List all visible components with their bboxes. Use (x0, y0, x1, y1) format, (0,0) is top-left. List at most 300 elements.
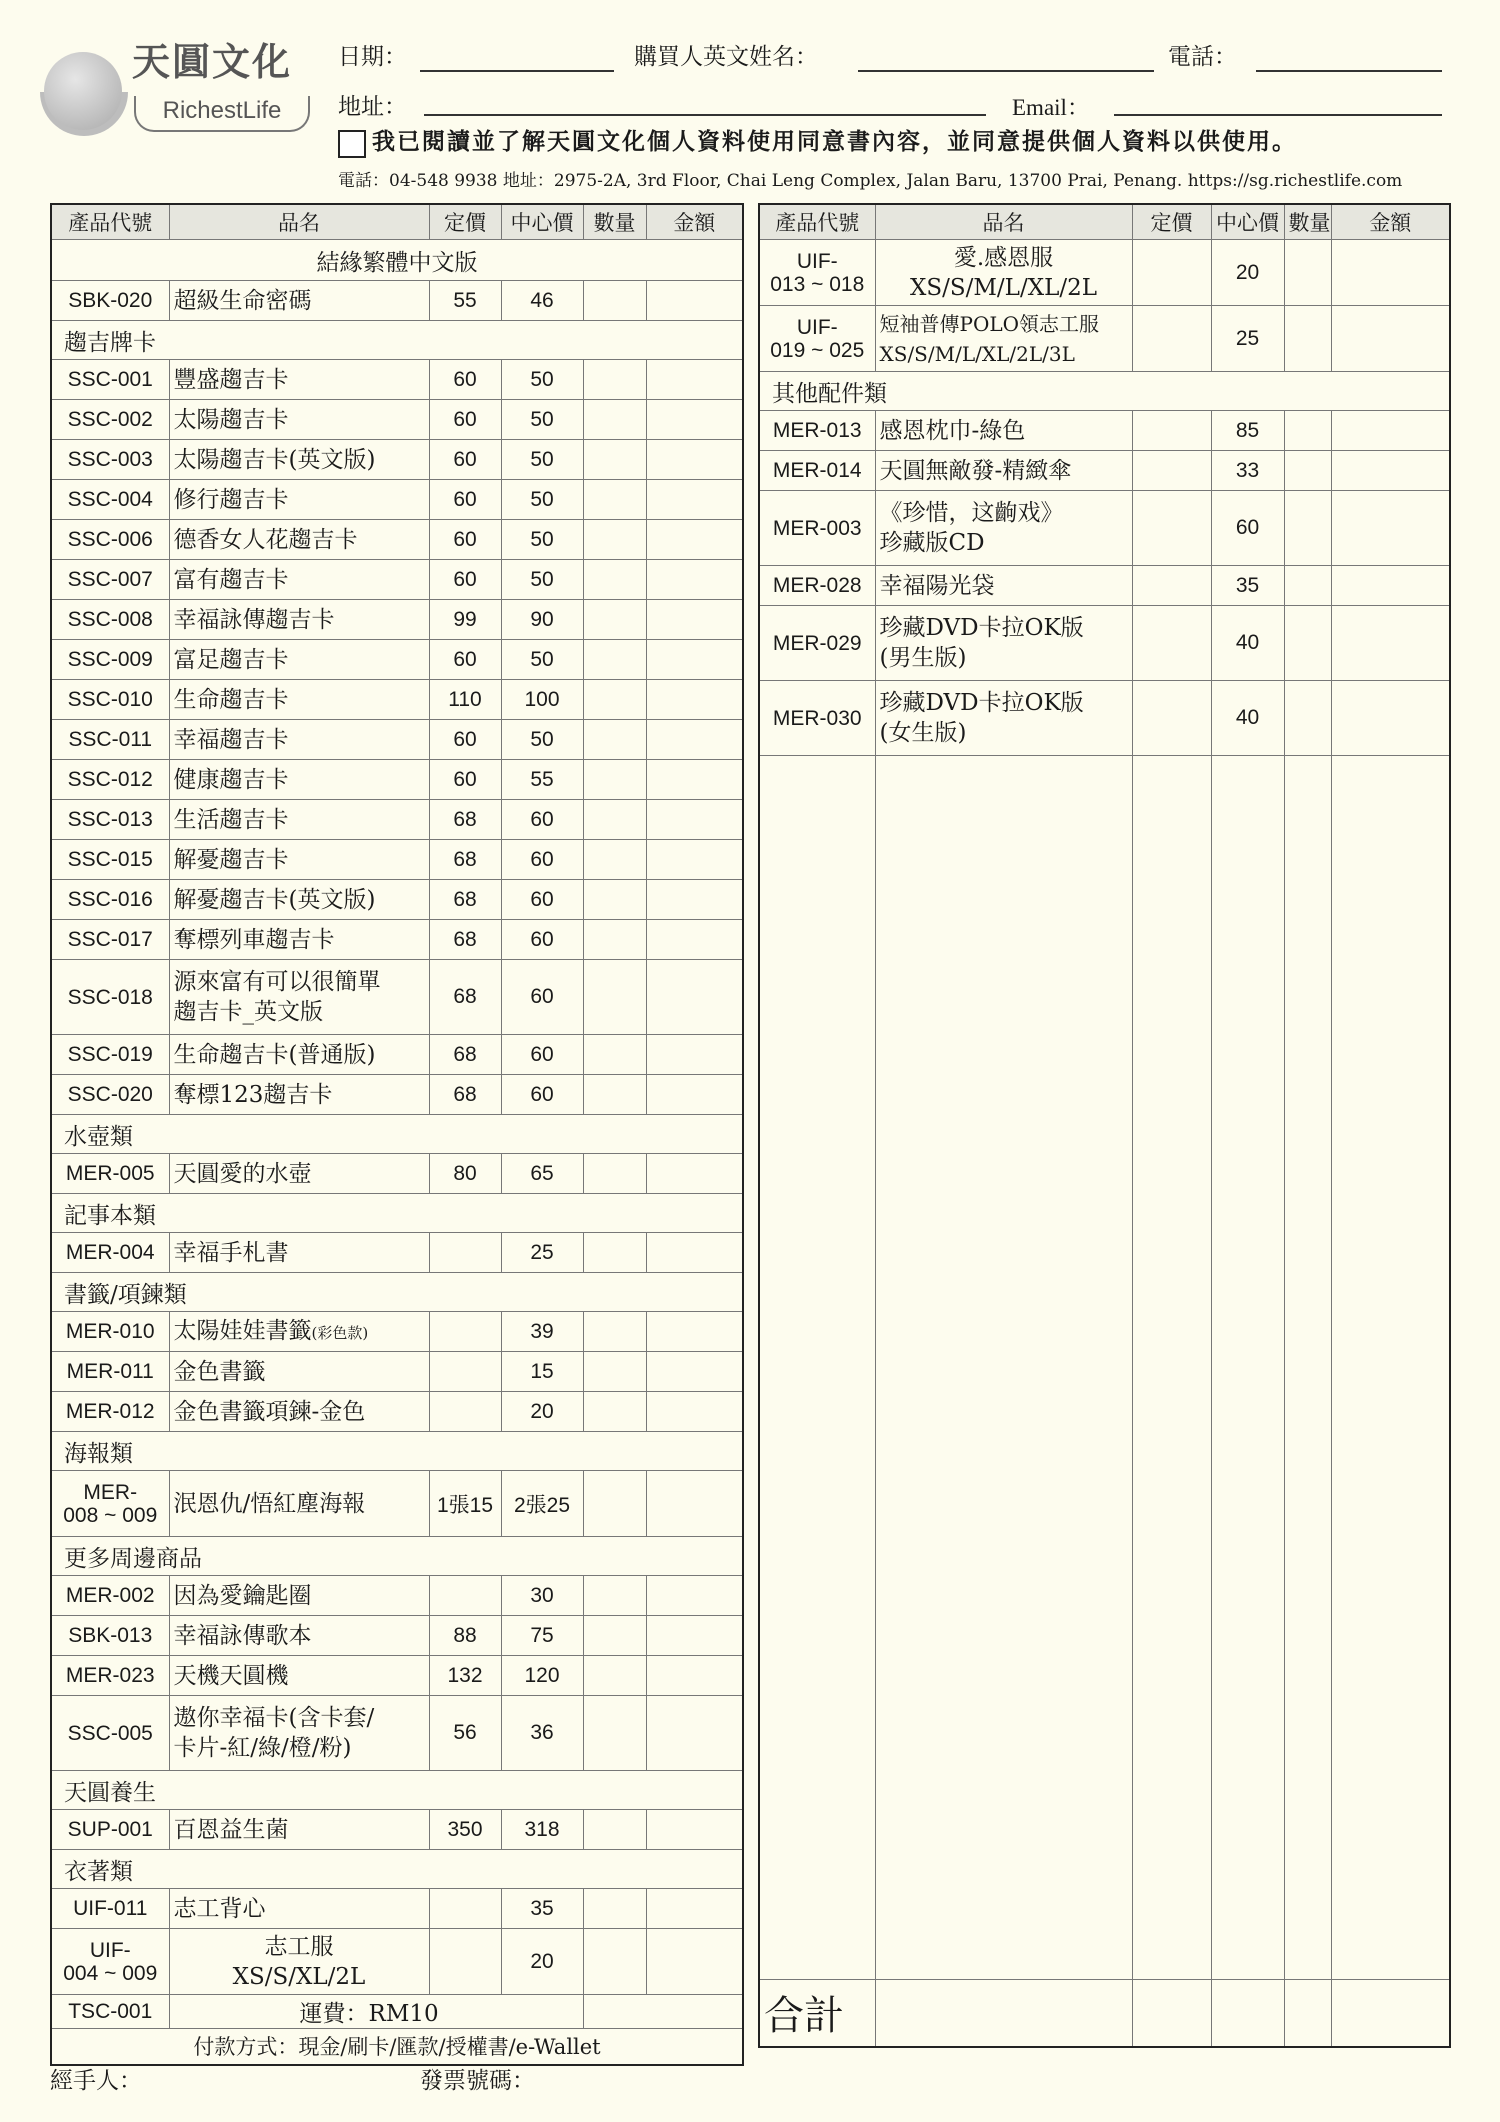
table-row (51, 1576, 743, 1616)
table-row (51, 800, 743, 840)
quantity-cell[interactable] (583, 1696, 646, 1771)
address-field[interactable] (424, 114, 986, 116)
list-price: 60 (429, 560, 501, 600)
table-row (51, 1471, 743, 1537)
amount-cell[interactable] (646, 1696, 743, 1771)
name-line: 幸福詠傳歌本 (173, 1622, 312, 1649)
payment-methods: 付款方式：現金/刷卡/匯款/授權書/e-Wallet (51, 2029, 743, 2065)
amount-cell[interactable] (646, 880, 743, 920)
list-price: 60 (429, 760, 501, 800)
code-line: UIF-011 (73, 1897, 148, 1920)
quantity-cell[interactable] (1284, 411, 1331, 451)
amount-cell[interactable] (646, 760, 743, 800)
name-line: 太陽娃娃書籤 (173, 1317, 312, 1344)
table-row (51, 360, 743, 400)
amount-cell[interactable] (646, 1352, 743, 1392)
list-price: 132 (429, 1656, 501, 1696)
table-row (759, 491, 1450, 566)
table-row (759, 411, 1450, 451)
quantity-cell[interactable] (583, 1233, 646, 1273)
code-line: SSC-019 (67, 1043, 153, 1066)
product-code (51, 1616, 169, 1656)
product-code (51, 880, 169, 920)
product-code (759, 306, 875, 372)
empty-cell (1132, 756, 1211, 1980)
product-name (169, 840, 429, 880)
product-code (51, 720, 169, 760)
amount-cell[interactable] (646, 400, 743, 440)
product-name (875, 306, 1132, 372)
product-code (51, 480, 169, 520)
amount-cell[interactable] (646, 440, 743, 480)
list-price: 60 (429, 400, 501, 440)
product-name (169, 1154, 429, 1194)
product-code (51, 760, 169, 800)
center-price: 2張25 (501, 1471, 583, 1537)
empty-cell[interactable] (1284, 756, 1331, 1980)
quantity-cell[interactable] (583, 560, 646, 600)
column-header: 中心價 (1211, 204, 1284, 240)
product-name (169, 1471, 429, 1537)
quantity-cell[interactable] (1284, 606, 1331, 681)
product-name (169, 480, 429, 520)
list-price (1132, 491, 1211, 566)
amount-cell[interactable] (1331, 606, 1450, 681)
section-label: 結緣繁體中文版 (51, 240, 743, 281)
empty-cell (583, 1995, 743, 2029)
product-code (51, 1576, 169, 1616)
product-name (875, 681, 1132, 756)
total-label: 合計 (759, 1979, 875, 2047)
amount-cell[interactable] (646, 480, 743, 520)
code-line: MER-013 (772, 419, 862, 442)
list-price: 60 (429, 520, 501, 560)
product-code (759, 566, 875, 606)
column-header: 產品代號 (51, 204, 169, 240)
name-line: 太陽趨吉卡(英文版) (173, 446, 376, 473)
code-line: SSC-005 (67, 1721, 153, 1745)
amount-cell[interactable] (646, 1312, 743, 1352)
list-price: 60 (429, 440, 501, 480)
table-row (51, 560, 743, 600)
list-price: 60 (429, 360, 501, 400)
table-row (759, 240, 1450, 306)
amount-cell[interactable] (646, 560, 743, 600)
table-row (51, 1616, 743, 1656)
category-label: 趨吉牌卡 (51, 321, 743, 360)
name-note: (彩色款) (311, 1323, 369, 1342)
center-price: 35 (1211, 566, 1284, 606)
column-header: 定價 (1132, 204, 1211, 240)
center-price: 30 (501, 1576, 583, 1616)
quantity-cell[interactable] (583, 800, 646, 840)
name-line: 金色書籤 (173, 1358, 266, 1385)
code-line: SSC-006 (67, 528, 153, 551)
quantity-cell[interactable] (583, 1576, 646, 1616)
consent-checkbox[interactable] (338, 130, 366, 158)
name-line: 金色書籤項鍊-金色 (173, 1398, 366, 1425)
product-name (169, 1392, 429, 1432)
quantity-cell[interactable] (583, 1616, 646, 1656)
name-line: (男生版) (879, 645, 967, 671)
center-price: 25 (501, 1233, 583, 1273)
amount-cell[interactable] (646, 640, 743, 680)
amount-cell[interactable] (1331, 240, 1450, 306)
amount-cell[interactable] (1331, 566, 1450, 606)
amount-cell[interactable] (646, 1576, 743, 1616)
product-name (169, 760, 429, 800)
quantity-cell[interactable] (583, 1154, 646, 1194)
code-line: SSC-010 (67, 688, 153, 711)
center-price: 60 (1211, 491, 1284, 566)
product-code (759, 606, 875, 681)
product-code (51, 1154, 169, 1194)
quantity-cell[interactable] (1284, 491, 1331, 566)
product-name (169, 1616, 429, 1656)
product-code (759, 240, 875, 306)
product-code (51, 1929, 169, 1995)
quantity-cell[interactable] (583, 840, 646, 880)
quantity-cell[interactable] (583, 1312, 646, 1352)
product-code (51, 440, 169, 480)
table-row (51, 440, 743, 480)
list-price: 80 (429, 1154, 501, 1194)
quantity-cell[interactable] (583, 1392, 646, 1432)
list-price: 68 (429, 840, 501, 880)
code-line: UIF- (796, 249, 838, 273)
product-code (759, 491, 875, 566)
center-price: 40 (1211, 681, 1284, 756)
name-line: 生命趨吉卡 (173, 686, 289, 713)
total-row (759, 1979, 1450, 2047)
amount-cell[interactable] (646, 520, 743, 560)
invoice-number-label: 發票號碼： (420, 2068, 535, 2094)
product-code (51, 920, 169, 960)
center-price: 60 (501, 880, 583, 920)
center-price: 60 (501, 840, 583, 880)
name-line: (女生版) (879, 720, 967, 746)
name-line: 生活趨吉卡 (173, 806, 289, 833)
amount-cell[interactable] (1331, 491, 1450, 566)
product-name (169, 1075, 429, 1115)
code-line: SSC-009 (67, 648, 153, 671)
payment-row (51, 2029, 743, 2065)
center-price: 50 (501, 520, 583, 560)
list-price: 68 (429, 960, 501, 1035)
product-name (875, 566, 1132, 606)
code-line: MER-028 (772, 574, 862, 597)
code-line: SSC-002 (67, 408, 153, 431)
quantity-cell[interactable] (583, 1889, 646, 1929)
table-row (51, 1352, 743, 1392)
amount-cell[interactable] (646, 1233, 743, 1273)
table-row (51, 1656, 743, 1696)
amount-cell[interactable] (646, 1392, 743, 1432)
center-price: 50 (501, 400, 583, 440)
product-code (51, 1656, 169, 1696)
amount-cell[interactable] (646, 1656, 743, 1696)
amount-cell[interactable] (646, 800, 743, 840)
quantity-cell[interactable] (583, 480, 646, 520)
category-label: 天圓養生 (51, 1771, 743, 1810)
name-line: 超級生命密碼 (173, 287, 312, 314)
list-price: 88 (429, 1616, 501, 1656)
quantity-cell[interactable] (1284, 306, 1331, 372)
list-price: 56 (429, 1696, 501, 1771)
amount-cell[interactable] (646, 680, 743, 720)
list-price (1132, 606, 1211, 681)
product-name (169, 880, 429, 920)
code-line: SSC-020 (67, 1083, 153, 1106)
list-price: 60 (429, 480, 501, 520)
amount-cell[interactable] (646, 281, 743, 321)
name-line: 趨吉卡_英文版 (173, 999, 323, 1025)
list-price (1132, 240, 1211, 306)
quantity-cell[interactable] (583, 400, 646, 440)
quantity-cell[interactable] (583, 920, 646, 960)
table-row (51, 680, 743, 720)
date-label: 日期： (338, 44, 407, 70)
quantity-cell[interactable] (1284, 451, 1331, 491)
table-row (51, 920, 743, 960)
list-price: 68 (429, 1035, 501, 1075)
product-code (51, 400, 169, 440)
name-line: XS/S/M/L/XL/2L (909, 274, 1097, 301)
center-price: 120 (501, 1656, 583, 1696)
name-line: 天圓愛的水壺 (173, 1160, 312, 1187)
name-line: 太陽趨吉卡 (173, 406, 289, 433)
table-row (51, 840, 743, 880)
product-code (51, 1312, 169, 1352)
code-line: MER-012 (65, 1400, 155, 1423)
amount-cell[interactable] (646, 1889, 743, 1929)
amount-cell[interactable] (646, 1035, 743, 1075)
amount-cell[interactable] (646, 840, 743, 880)
product-name (875, 411, 1132, 451)
product-code (51, 1075, 169, 1115)
quantity-cell[interactable] (583, 360, 646, 400)
product-name (169, 1889, 429, 1929)
table-row (51, 1312, 743, 1352)
code-line: MER-029 (772, 631, 862, 655)
name-line: 修行趨吉卡 (173, 486, 289, 513)
quantity-cell[interactable] (583, 680, 646, 720)
column-header: 金額 (646, 204, 743, 240)
table-row (51, 600, 743, 640)
amount-cell[interactable] (1331, 681, 1450, 756)
code-line: MER-011 (66, 1360, 154, 1383)
quantity-cell[interactable] (583, 1075, 646, 1115)
center-price: 50 (501, 560, 583, 600)
name-line: 幸福詠傳趨吉卡 (173, 606, 335, 633)
product-name (875, 606, 1132, 681)
product-code (759, 451, 875, 491)
table-row (51, 880, 743, 920)
product-name (169, 1656, 429, 1696)
amount-cell[interactable] (646, 1810, 743, 1850)
code-line: SSC-001 (67, 368, 153, 391)
product-name (169, 360, 429, 400)
quantity-cell[interactable] (583, 720, 646, 760)
product-name (875, 451, 1132, 491)
amount-cell[interactable] (646, 720, 743, 760)
quantity-cell[interactable] (583, 1471, 646, 1537)
list-price (429, 1392, 501, 1432)
product-name (875, 491, 1132, 566)
quantity-cell[interactable] (583, 880, 646, 920)
code-line: MER-004 (65, 1241, 155, 1264)
product-name (169, 1352, 429, 1392)
category-row (51, 1432, 743, 1471)
name-line: 生命趨吉卡(普通版) (173, 1041, 376, 1068)
name-line: 志工服 (264, 1933, 334, 1960)
product-code (51, 640, 169, 680)
email-field[interactable] (1114, 114, 1442, 116)
empty-cell (1211, 756, 1284, 1980)
product-name (169, 1312, 429, 1352)
name-line: 泯恩仇/悟紅塵海報 (173, 1490, 366, 1517)
code-line: SSC-008 (67, 608, 153, 631)
name-line: 珍藏DVD卡拉OK版 (879, 690, 1084, 716)
amount-cell[interactable] (646, 1075, 743, 1115)
code-line: MER-014 (772, 459, 862, 482)
category-row (51, 1115, 743, 1154)
phone-label: 電話： (1168, 44, 1237, 70)
name-line: 愛.感恩服 (953, 244, 1054, 271)
list-price (429, 1889, 501, 1929)
quantity-cell[interactable] (583, 440, 646, 480)
quantity-cell[interactable] (583, 760, 646, 800)
empty-cell (1211, 1979, 1284, 2047)
product-name (169, 720, 429, 760)
quantity-cell[interactable] (583, 1929, 646, 1995)
name-line: XS/S/M/L/XL/2L/3L (879, 341, 1075, 366)
center-price: 60 (501, 800, 583, 840)
center-price: 50 (501, 720, 583, 760)
quantity-cell[interactable] (1284, 240, 1331, 306)
product-name (169, 1035, 429, 1075)
product-code (51, 520, 169, 560)
code-line: MER-005 (65, 1162, 155, 1185)
amount-cell[interactable] (646, 1471, 743, 1537)
table-row (51, 960, 743, 1035)
column-header: 中心價 (501, 204, 583, 240)
center-price: 60 (501, 1075, 583, 1115)
empty-cell[interactable] (1331, 756, 1450, 1980)
buyer-name-field[interactable] (858, 70, 1154, 72)
consent-text: 我已閱讀並了解天圓文化個人資料使用同意書內容，並同意提供個人資料以供使用。 (372, 128, 1297, 155)
contact-info: 電話：04-548 9938 地址：2975-2A, 3rd Floor, Chai Leng Complex, Jalan Baru, 13700 Prai, Penang. https://sg.richestlife.com (338, 171, 1403, 191)
center-price: 20 (501, 1392, 583, 1432)
empty-cell (875, 1979, 1132, 2047)
category-label: 記事本類 (51, 1194, 743, 1233)
name-line: 志工背心 (173, 1895, 266, 1922)
product-name (169, 400, 429, 440)
product-code (51, 1352, 169, 1392)
amount-cell[interactable] (646, 920, 743, 960)
amount-cell[interactable] (646, 1929, 743, 1995)
product-name (169, 1929, 429, 1995)
table-row (51, 1889, 743, 1929)
code-line: MER- (83, 1480, 138, 1504)
quantity-cell[interactable] (583, 1656, 646, 1696)
center-price: 25 (1211, 306, 1284, 372)
table-row (51, 720, 743, 760)
list-price: 68 (429, 800, 501, 840)
product-code (51, 1233, 169, 1273)
code-line: SSC-003 (67, 448, 153, 471)
name-line (174, 1316, 425, 1348)
quantity-cell[interactable] (583, 1352, 646, 1392)
product-code (759, 681, 875, 756)
section-row (51, 240, 743, 281)
code-line: SSC-012 (67, 768, 153, 791)
code-line: SSC-013 (67, 808, 153, 831)
name-line: 遨你幸福卡(含卡套/ (173, 1705, 375, 1731)
table-row (51, 640, 743, 680)
center-price: 33 (1211, 451, 1284, 491)
product-name (169, 560, 429, 600)
product-code (51, 840, 169, 880)
product-name (169, 960, 429, 1035)
code-line: MER-023 (65, 1664, 155, 1687)
amount-cell[interactable] (646, 1616, 743, 1656)
list-price (429, 1929, 501, 1995)
quantity-cell[interactable] (1284, 566, 1331, 606)
amount-cell[interactable] (646, 600, 743, 640)
shipping-row (51, 1995, 743, 2029)
center-price: 318 (501, 1810, 583, 1850)
quantity-cell[interactable] (583, 640, 646, 680)
name-line: 幸福陽光袋 (879, 572, 995, 599)
quantity-cell[interactable] (583, 281, 646, 321)
list-price (429, 1576, 501, 1616)
name-line: 健康趨吉卡 (173, 766, 289, 793)
center-price: 40 (1211, 606, 1284, 681)
address-label: 地址： (338, 94, 407, 120)
amount-cell[interactable] (646, 1154, 743, 1194)
table-row (759, 681, 1450, 756)
quantity-cell[interactable] (583, 1810, 646, 1850)
quantity-cell[interactable] (583, 520, 646, 560)
column-header: 數量 (583, 204, 646, 240)
name-line: 珍藏版CD (879, 530, 985, 556)
list-price: 60 (429, 720, 501, 760)
product-code (51, 1471, 169, 1537)
category-row (759, 372, 1450, 411)
list-price: 1張15 (429, 1471, 501, 1537)
handler-label: 經手人： (50, 2068, 142, 2094)
amount-cell[interactable] (1331, 306, 1450, 372)
quantity-cell[interactable] (583, 600, 646, 640)
code-line: UIF- (796, 315, 838, 339)
code-line: MER-002 (65, 1584, 155, 1607)
amount-cell[interactable] (1331, 451, 1450, 491)
quantity-cell[interactable] (1284, 681, 1331, 756)
total-amount-cell[interactable] (1331, 1979, 1450, 2047)
column-header: 數量 (1284, 204, 1331, 240)
quantity-cell[interactable] (583, 1035, 646, 1075)
product-name (169, 1233, 429, 1273)
date-field[interactable] (420, 70, 614, 72)
quantity-cell[interactable] (583, 960, 646, 1035)
phone-field[interactable] (1256, 70, 1442, 72)
list-price (429, 1233, 501, 1273)
amount-cell[interactable] (646, 960, 743, 1035)
buyer-name-label: 購買人英文姓名： (634, 44, 818, 70)
amount-cell[interactable] (1331, 411, 1450, 451)
amount-cell[interactable] (646, 360, 743, 400)
